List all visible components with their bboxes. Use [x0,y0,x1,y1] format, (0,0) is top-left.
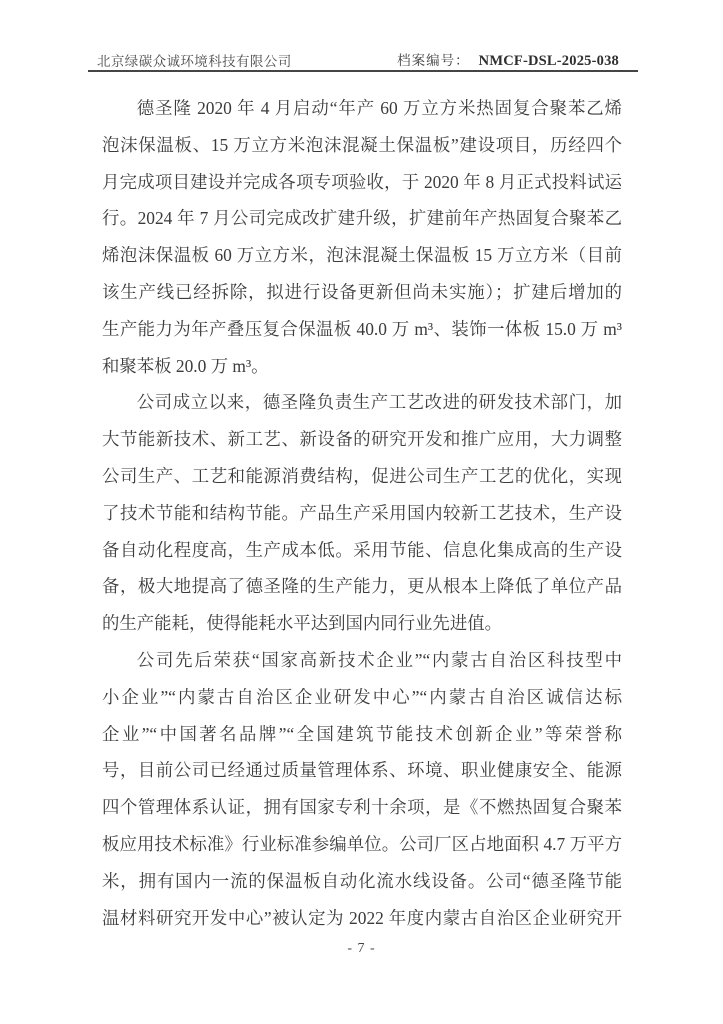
text-line: 温材料研究开发中心”被认定为 2022 年度内蒙古自治区企业研究开 [102,907,622,928]
text-line: 的生产能耗，使得能耗水平达到国内同行业先进值。 [102,613,502,634]
text-line: 了技术节能和结构节能。产品生产采用国内较新工艺技术，生产设 [102,502,622,523]
text-line: 公司先后荣获“国家高新技术企业”“内蒙古自治区科技型中 [136,649,622,670]
header-company-name: 北京绿碳众诚环境科技有限公司 [97,54,292,69]
page-number: - 7 - [347,941,376,956]
text-line: 米，拥有国内一流的保温板自动化流水线设备。公司“德圣隆节能 [102,870,622,891]
text-line: 大节能新技术、新工艺、新设备的研究开发和推广应用，大力调整 [102,429,622,450]
text-line: 烯泡沫保温板 60 万立方米，泡沫混凝土保温板 15 万立方米（目前 [102,245,622,266]
text-line: 号，目前公司已经通过质量管理体系、环境、职业健康安全、能源 [102,760,622,781]
text-line: 板应用技术标准》行业标准参编单位。公司厂区占地面积 4.7 万平方 [102,833,622,854]
text-line: 备，极大地提高了德圣隆的生产能力，更从根本上降低了单位产品 [102,576,622,597]
text-line: 生产能力为年产叠压复合保温板 40.0 万 m³、装饰一体板 15.0 万 m³ [102,318,622,339]
text-line: 公司成立以来，德圣隆负责生产工艺改进的研发技术部门，加 [136,392,622,413]
paragraph [102,90,622,384]
archive-number-label: 档案编号： [397,53,470,68]
header-divider [88,70,638,72]
text-line: 行。2024 年 7 月公司完成改扩建升级，扩建前年产热固复合聚苯乙 [102,208,622,229]
paragraph [102,384,622,642]
header-archive [397,49,619,70]
text-line: 备自动化程度高，生产成本低。采用节能、信息化集成高的生产设 [102,539,622,560]
text-line: 该生产线已经拆除，拟进行设备更新但尚未实施）；扩建后增加的 [102,281,622,302]
text-line: 公司生产、工艺和能源消费结构，促进公司生产工艺的优化，实现 [102,465,622,486]
archive-number-value: NMCF-DSL-2025-038 [478,53,619,69]
text-line: 企业”“中国著名品牌”“全国建筑节能技术创新企业”等荣誉称 [102,723,622,744]
text-line: 泡沫保温板、15 万立方米泡沫混凝土保温板”建设项目，历经四个 [102,134,622,155]
text-line: 和聚苯板 20.0 万 m³。 [102,355,269,376]
text-line: 德圣隆 2020 年 4 月启动“年产 60 万立方米热固复合聚苯乙烯 [136,98,622,118]
text-line: 四个管理体系认证，拥有国家专利十余项，是《不燃热固复合聚苯 [102,797,622,818]
paragraph [102,642,622,936]
text-line: 月完成项目建设并完成各项专项验收，于 2020 年 8 月正式投料试运 [102,171,622,192]
document-body [102,90,622,936]
text-line: 小企业”“内蒙古自治区企业研发中心”“内蒙古自治区诚信达标 [102,686,622,707]
